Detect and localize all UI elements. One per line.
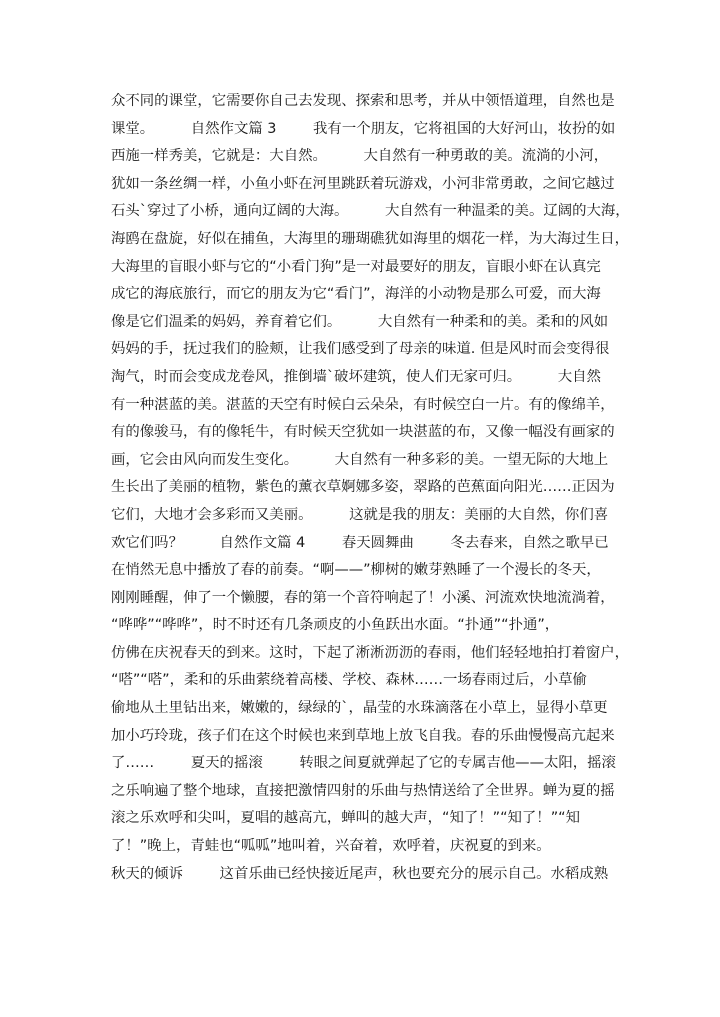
text-line: 它们，大地才会多彩而又美丽。 这就是我的朋友：美丽的大自然，你们喜: [111, 506, 609, 523]
text-line: 了…… 夏天的摇滚 转眼之间夏就弹起了它的专属吉他——太阳，摇滚: [111, 755, 616, 772]
text-line: 滚之乐欢呼和尖叫，夏唱的越高亢，蝉叫的越大声，“知了！”“知了！”“知: [111, 810, 580, 827]
text-line: 淘气，时而会变成龙卷风，推倒墙`破坏建筑，使人们无家可归。 大自然: [111, 368, 601, 385]
text-line: 仿佛在庆祝春天的到来。这时，下起了淅淅沥沥的春雨，他们轻轻地拍打着窗户，: [111, 644, 630, 661]
text-line: 有的像骏马，有的像牦牛，有时候天空犹如一块湛蓝的布，又像一幅没有画家的: [111, 424, 615, 441]
text-line: 有一种湛蓝的美。湛蓝的天空有时候白云朵朵，有时候空白一片。有的像绵羊，: [111, 396, 615, 413]
text-line: 犹如一条丝绸一样，小鱼小虾在河里跳跃着玩游戏，小河非常勇敢，之间它越过: [111, 175, 615, 192]
text-line: 生长出了美丽的植物，紫色的薰衣草婀娜多姿，翠路的芭蕉面向阳光……正因为: [111, 479, 615, 496]
text-line: 大海里的盲眼小虾与它的“小看门狗”是一对最要好的朋友，盲眼小虾在认真完: [111, 258, 601, 275]
text-line: 加小巧玲珑，孩子们在这个时候也来到草地上放飞自我。春的乐曲慢慢高亢起来: [111, 727, 615, 744]
text-line: 偷地从土里钻出来，嫩嫩的，绿绿的`，晶莹的水珠滴落在小草上，显得小草更: [111, 700, 608, 717]
text-line: 像是它们温柔的妈妈，养育着它们。 大自然有一种柔和的美。柔和的风如: [111, 313, 609, 330]
text-line: 课堂。 自然作文篇 3 我有一个朋友，它将祖国的大好河山，妆扮的如: [111, 120, 616, 137]
text-line: 众不同的课堂，它需要你自己去发现、探索和思考，并从中领悟道理，自然也是: [111, 93, 615, 109]
text-line: 西施一样秀美，它就是：大自然。 大自然有一种勇敢的美。流淌的小河，: [111, 148, 609, 165]
text-line: 石头`穿过了小桥，通向辽阔的大海。 大自然有一种温柔的美。辽阔的大海，: [111, 203, 630, 220]
text-line: 妈妈的手，抚过我们的脸颊，让我们感受到了母亲的味道. 但是风时而会变得很: [111, 341, 610, 358]
text-line: 画，它会由风向而发生变化。 大自然有一种多彩的美。一望无际的大地上: [111, 451, 609, 468]
text-line: 了！”晚上，青蛙也“呱呱”地叫着，兴奋着，欢呼着，庆祝夏的到来。: [111, 838, 551, 855]
text-line: 成它的海底旅行，而它的朋友为它“看门”，海洋的小动物是那么可爱，而大海: [111, 286, 601, 303]
text-line: “嗒”“嗒”，柔和的乐曲萦绕着高楼、学校、森林……一场春雨过后，小草偷: [111, 672, 587, 689]
text-line: 秋天的倾诉 这首乐曲已经快接近尾声，秋也要充分的展示自己。水稻成熟: [111, 865, 609, 882]
text-line: 在悄然无息中播放了春的前奏。“啊——”柳树的嫩芽熟睡了一个漫长的冬天，: [111, 562, 601, 579]
text-line: 刚刚睡醒，伸了一个懒腰，春的第一个音符响起了！小溪、河流欢快地流淌着，: [111, 589, 615, 606]
article-body: [111, 88, 630, 888]
text-line: “哗哗”“哗哗”，时不时还有几条顽皮的小鱼跃出水面。“扑通”“扑通”，: [111, 617, 560, 634]
text-line: 之乐响遍了整个地球，直接把激情四射的乐曲与热情送给了全世界。蝉为夏的摇: [111, 782, 615, 799]
text-line: 欢它们吗？ 自然作文篇 4 春天圆舞曲 冬去春来，自然之歌早已: [111, 534, 609, 551]
text-line: 海鸥在盘旋，好似在捕鱼，大海里的珊瑚礁犹如海里的烟花一样，为大海过生日，: [111, 230, 630, 247]
